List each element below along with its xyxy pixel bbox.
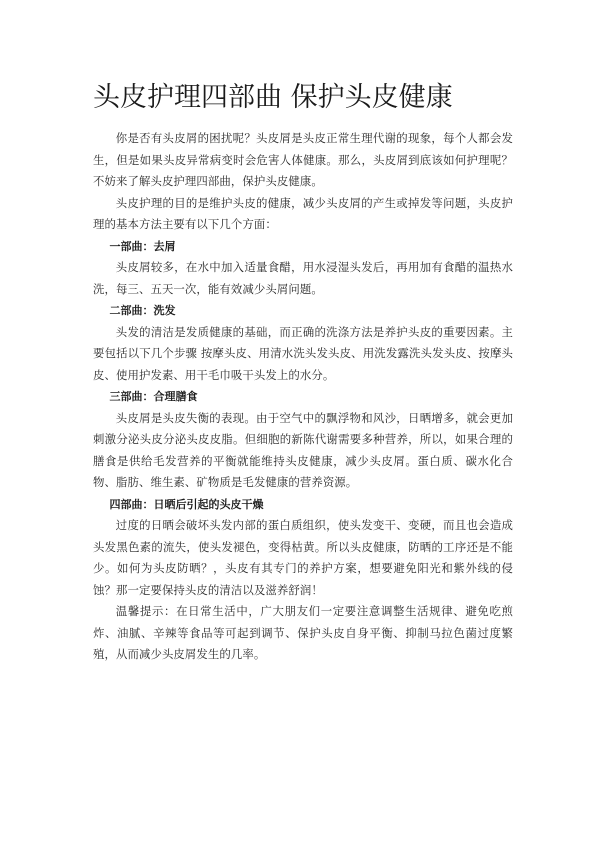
section-heading-4: 四部曲：日晒后引起的头皮干燥 xyxy=(109,497,264,511)
document-title: 头皮护理四部曲 保护头皮健康 xyxy=(93,82,453,113)
section-heading-3: 三部曲：合理膳食 xyxy=(109,390,198,403)
section-body-2: 头发的清洁是发质健康的基础，而正确的洗涤方法是养护头皮的重要因素。主要包括以下几个步骤 按摩头皮、用清水洗头发头皮、用洗发露洗头发头皮、按摩头皮、使用护发素、用干毛巾吸干头发上的水分。 xyxy=(93,324,513,382)
intro-paragraph-2: 头皮护理的目的是维护头皮的健康，减少头皮屑的产生或掉发等问题，头皮护理的基本方法主要有以下几个方面： xyxy=(93,195,513,231)
section-heading-1: 一部曲：去屑 xyxy=(109,239,176,253)
document-body xyxy=(93,128,513,666)
section-body-1: 头皮屑较多，在水中加入适量食醋，用水浸湿头发后，再用加有食醋的温热水洗，每三、五天一次，能有效减少头屑问题。 xyxy=(93,260,513,296)
intro-paragraph-1: 你是否有头皮屑的困扰呢？头皮屑是头皮正常生理代谢的现象，每个人都会发生，但是如果头皮异常病变时会危害人体健康。那么，头皮屑到底该如何护理呢？不妨来了解头皮护理四部曲，保护头皮健康。 xyxy=(93,131,513,188)
section-body-4: 过度的日晒会破坏头发内部的蛋白质组织，使头发变干、变硬，而且也会造成头发黑色素的流失，使头发褪色，变得枯黄。所以头皮健康，防晒的工序还是不能少。如何为头皮防晒？，头皮有其专门的养护方案，想要避免阳光和紫外线的侵蚀？那一定要保持头皮的清洁以及滋养舒润！ xyxy=(93,518,513,597)
section-body-3: 头皮屑是头皮失衡的表现。由于空气中的飘浮物和风沙，日晒增多，就会更加刺激分泌头皮分泌头皮皮脂。但细胞的新陈代谢需要多种营养，所以，如果合理的膳食是供给毛发营养的平衡就能维持头皮健康，减少头皮屑。蛋白质、碳水化合物、脂肪、维生素、矿物质是毛发健康的营养资源。 xyxy=(93,410,513,489)
tip-paragraph: 温馨提示：在日常生活中，广大朋友们一定要注意调整生活规律、避免吃煎炸、油腻、辛辣等食品等可起到调节、保护头皮自身平衡、抑制马拉色菌过度繁殖，从而减少头皮屑发生的几率。 xyxy=(93,604,513,661)
section-heading-2: 二部曲：洗发 xyxy=(109,304,176,317)
